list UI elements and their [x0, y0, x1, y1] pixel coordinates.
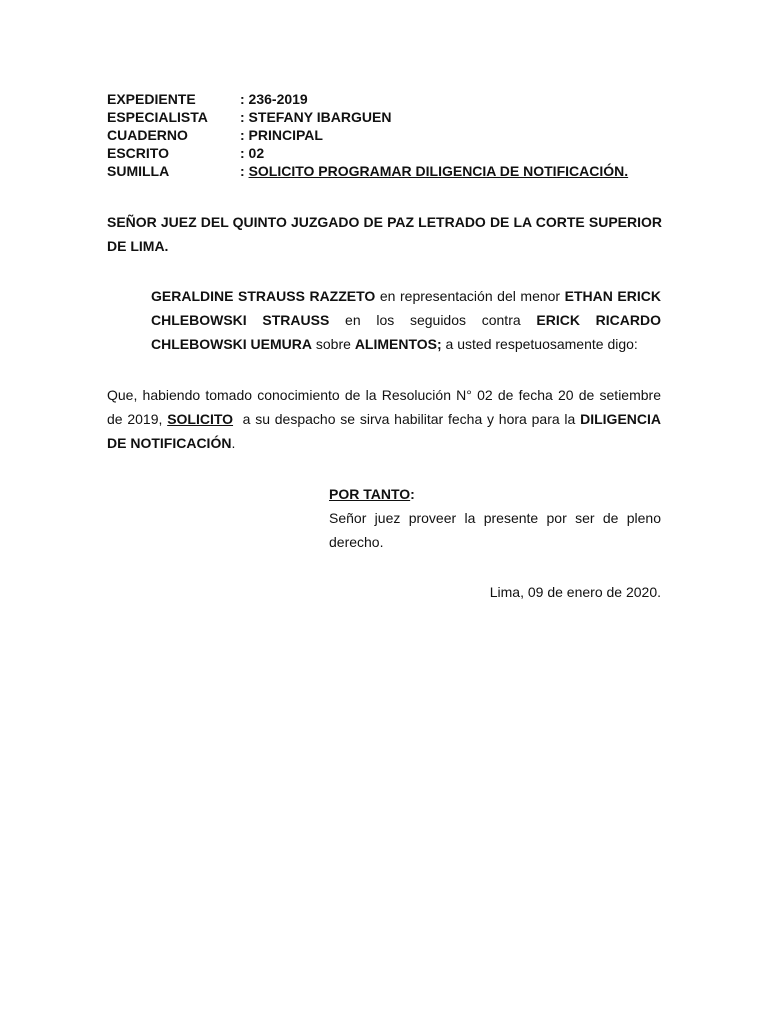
- header-value-prefix: :: [240, 163, 249, 179]
- intro-text: en los seguidos contra: [329, 312, 537, 328]
- por-tanto-label: POR TANTO: [329, 486, 411, 502]
- header-label: CUADERNO: [107, 127, 188, 143]
- case-header: [107, 90, 667, 180]
- plaintiff-name: GERALDINE STRAUSS RAZZETO: [151, 288, 376, 304]
- diligencia-keyword: DILIGENCIA DE NOTIFICACIÓN: [107, 411, 661, 451]
- por-tanto-text: Señor juez proveer la presente por ser de pleno derecho.: [329, 510, 661, 550]
- header-label: SUMILLA: [107, 163, 170, 179]
- header-row-expediente: [107, 90, 667, 108]
- sumilla-text: SOLICITO PROGRAMAR DILIGENCIA DE NOTIFICACIÓN.: [248, 163, 629, 179]
- header-row-cuaderno: [107, 126, 667, 144]
- minor-name: ETHAN ERICK CHLEBOWSKI STRAUSS: [151, 288, 661, 328]
- header-value: : 236-2019: [240, 91, 308, 107]
- addressee: SEÑOR JUEZ DEL QUINTO JUZGADO DE PAZ LETRADO DE LA CORTE SUPERIOR DE LIMA.: [107, 214, 662, 254]
- request-paragraph: [107, 383, 661, 455]
- header-row-escrito: [107, 144, 667, 162]
- header-label: EXPEDIENTE: [107, 91, 196, 107]
- solicito-keyword: SOLICITO: [167, 411, 234, 427]
- request-text: .: [231, 435, 236, 451]
- por-tanto-heading: [329, 482, 661, 506]
- header-row-sumilla: [107, 162, 667, 180]
- intro-paragraph: [151, 284, 661, 356]
- header-value: [240, 162, 628, 180]
- request-text: Que, habiendo tomado conocimiento de la Resolución N° 02 de fecha 20 de setiembre de 2019,: [107, 387, 661, 427]
- por-tanto-colon: :: [410, 486, 415, 502]
- intro-text: sobre: [312, 336, 355, 352]
- header-label: ESPECIALISTA: [107, 109, 208, 125]
- request-text: a su despacho se sirva habilitar fecha y hora para la: [233, 411, 581, 427]
- header-row-especialista: [107, 108, 667, 126]
- intro-text: en representación del menor: [375, 288, 565, 304]
- matter: ALIMENTOS;: [354, 336, 442, 352]
- header-value: : PRINCIPAL: [240, 127, 323, 143]
- date-line: Lima, 09 de enero de 2020.: [489, 584, 661, 600]
- header-label: ESCRITO: [107, 145, 169, 161]
- intro-text: a usted respetuosamente digo:: [441, 336, 638, 352]
- header-value: : STEFANY IBARGUEN: [240, 109, 392, 125]
- defendant-name: ERICK RICARDO CHLEBOWSKI UEMURA: [151, 312, 661, 352]
- header-value: : 02: [240, 145, 265, 161]
- por-tanto-section: [329, 482, 661, 554]
